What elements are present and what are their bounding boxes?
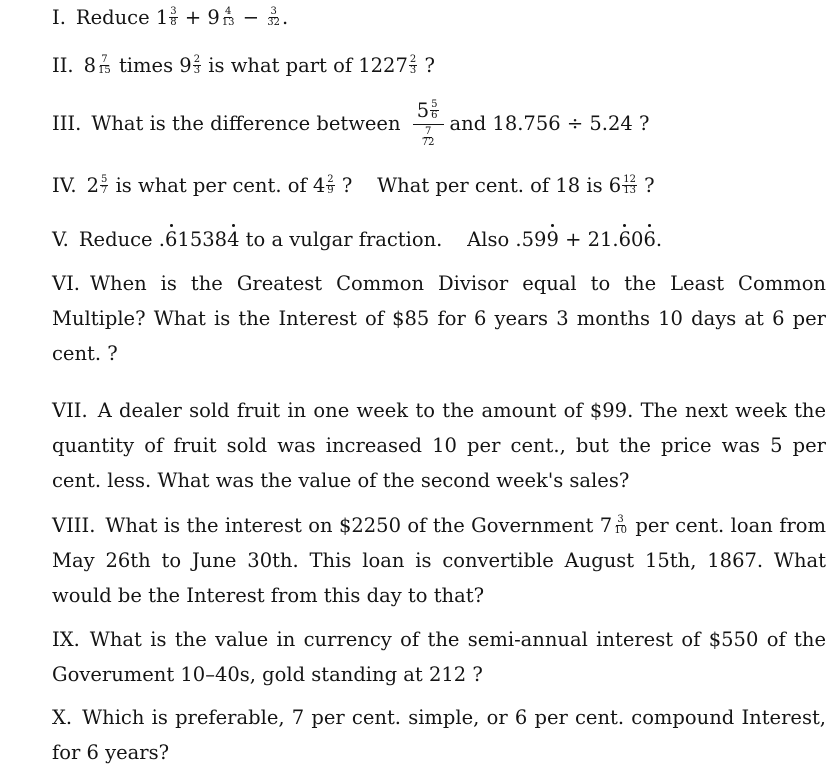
- fraction: $\frac{7}{15}$: [98, 54, 111, 76]
- question-numeral: IV.: [52, 174, 77, 197]
- fraction: $\frac{2}{3}$: [193, 54, 201, 76]
- question-numeral: IX.: [52, 628, 80, 651]
- question-3: III. What is the difference between 5 $\frac{5}{6}$ $\frac{7}{72}$ and 18.756 ÷ 5.24 ?: [52, 99, 650, 148]
- fraction: $\frac{12}{13}$: [623, 174, 636, 196]
- question-numeral: II.: [52, 54, 74, 77]
- question-8: VIII. What is the interest on $2250 of the Government 7 $\frac{3}{10}$ per cent. loan from May 26th to June 30th. This loan is convertible August 15th, 1867. What would be the Interest from this day to that?: [52, 514, 827, 607]
- fraction: $\frac{2}{9}$: [327, 174, 334, 196]
- question-numeral: III.: [52, 112, 82, 135]
- repeating-digit: 6: [165, 222, 177, 257]
- repeating-digit: 4: [227, 222, 239, 257]
- question-5: V. Reduce .615384 to a vulgar fraction. Also .599 + 21.606.: [52, 222, 832, 257]
- question-4: IV. 2 $\frac{5}{7}$ is what per cent. of 4 $\frac{2}{9}$ ? What per cent. of 18 is 6 $\frac{12}{13}$ ?: [52, 174, 655, 197]
- question-7: VII. A dealer sold fruit in one week to the amount of $99. The next week the quantity of fruit sold was increased 10 per cent., but the price was 5 per cent. less. What was the value of the second week's sales?: [52, 399, 826, 492]
- fraction: $\frac{5}{7}$: [101, 174, 108, 196]
- question-numeral: V.: [52, 228, 69, 251]
- fraction: $\frac{2}{3}$: [409, 54, 417, 76]
- question-numeral: VI.: [52, 272, 80, 295]
- question-10: X. Which is preferable, 7 per cent. simple, or 6 per cent. compound Interest, for 6 years?: [52, 706, 826, 764]
- repeating-digit: 6: [619, 222, 631, 257]
- question-1: I. Reduce 1 $\frac{3}{8}$ + 9 $\frac{4}{13}$ − $\frac{3}{32}$ .: [52, 6, 289, 29]
- repeating-digit: 9: [546, 222, 558, 257]
- question-9: IX. What is the value in currency of the semi-annual interest of $550 of the Goverument 10–40s, gold standing at 212 ?: [52, 628, 826, 686]
- complex-fraction: 5 $\frac{5}{6}$ $\frac{7}{72}$: [413, 100, 444, 149]
- question-numeral: X.: [52, 706, 73, 729]
- question-6: VI. When is the Greatest Common Divisor equal to the Least Common Multiple? What is the Interest of $85 for 6 years 3 months 10 days at 6 per cent. ?: [52, 272, 826, 365]
- repeating-digit: 6: [643, 222, 655, 257]
- fraction: $\frac{4}{13}$: [221, 6, 235, 28]
- question-numeral: I.: [52, 6, 66, 29]
- question-numeral: VIII.: [52, 514, 96, 537]
- question-numeral: VII.: [52, 399, 88, 422]
- fraction: $\frac{3}{32}$: [267, 6, 280, 28]
- fraction: $\frac{3}{10}$: [614, 514, 627, 536]
- question-2: II. 8 $\frac{7}{15}$ times 9 $\frac{2}{3}$ is what part of 1227 $\frac{2}{3}$ ?: [52, 54, 435, 77]
- fraction: $\frac{3}{8}$: [170, 6, 177, 28]
